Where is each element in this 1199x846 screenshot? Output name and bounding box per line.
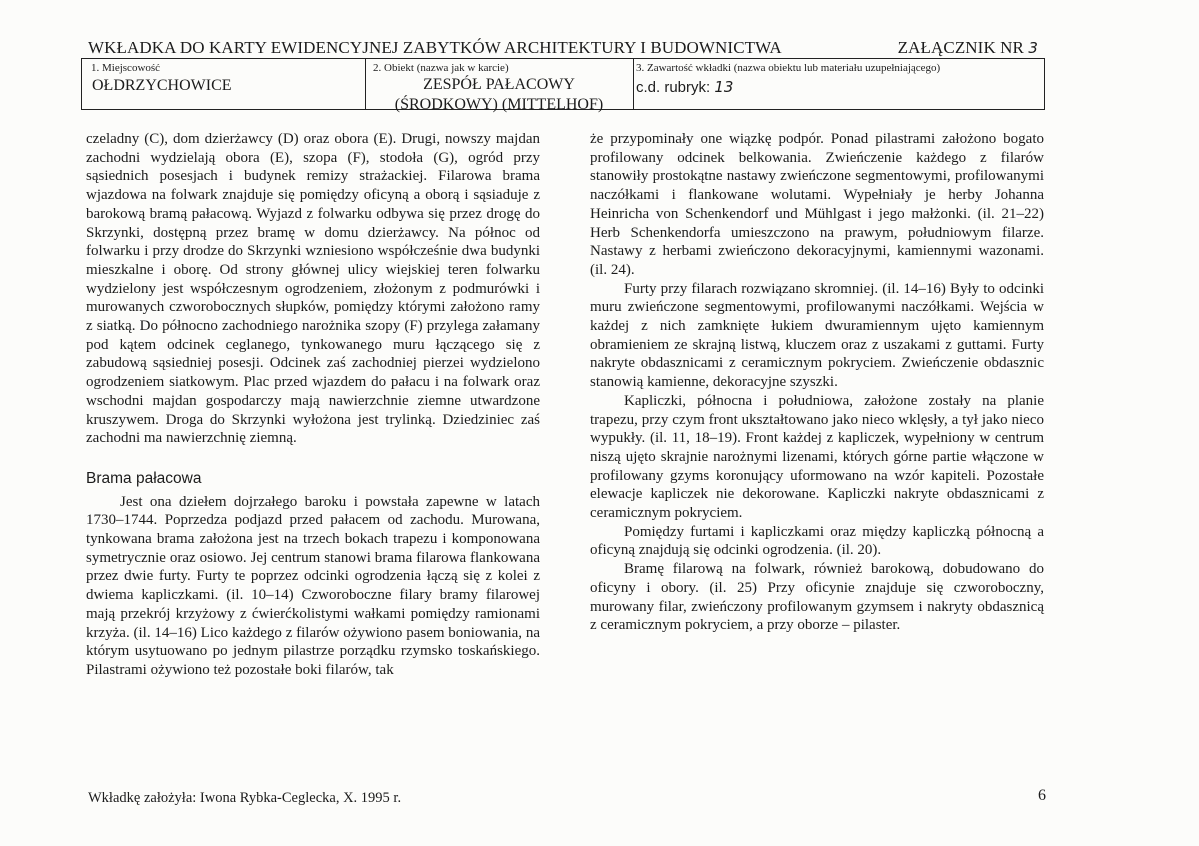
field-object-line2: (ŚRODKOWY) (MITTELHOF) [394, 96, 604, 113]
field-object-line1: ZESPÓŁ PAŁACOWY [423, 76, 575, 93]
field-object-caption: 2. Obiekt (nazwa jak w karcie) [373, 62, 509, 74]
field-locality-value: OŁDRZYCHOWICE [92, 77, 232, 94]
right-paragraph-1: że przypominały one wiązkę podpór. Ponad pilastrami założono bogato profilowany odcinek belkowania. Zwieńczenie każdego z filarów stanowiły prostokątne nastawy zwieńczone segmentowymi, profilowanymi naczółkami i flankowane wolutami. Wypełniały je herby Johanna Heinricha von Schenkendorf und Mühlgast i jego małżonki. (il. 21–22) Herb Schenkendorfa umieszczono na prawym, południowym filarze. Nastawy z herbami zwieńczono dekoracyjnymi, kamiennymi wazonami. (il. 24). [590, 131, 1044, 278]
left-column [86, 130, 540, 680]
annex-label: ZAŁĄCZNIK NR 3 [897, 38, 1038, 57]
right-paragraph-2: Furty przy filarach rozwiązano skromniej. (il. 14–16) Były to odcinki muru zwieńczone segmentowymi, profilowanymi naczółkami. Wejścia w każdej z nich zamknięte łukiem dwuramiennym ujęto kamiennym obramieniem ze skrajną listwą, kluczem oraz z uszakami z guttami. Furty nakryte obdasznicami z ceramicznym pokryciem. Zwieńczenie obdasznic stanowią kamienne, dekoracyjne szyszki. [590, 280, 1044, 391]
form-header-table [81, 58, 1045, 113]
right-paragraph-4: Pomiędzy furtami i kapliczkami oraz między kapliczką północną a oficyną znajdują się odcinki ogrodzenia. (il. 20). [590, 523, 1044, 559]
right-paragraph-5: Bramę filarową na folwark, również barokową, dobudowano do oficyny i obory. (il. 25) Przy oficynie znajduje się czworoboczny, murowany filar, zwieńczony profilowanym gzymsem i nakryty obdasznicą z ceramicznym pokryciem, a przy oborze – pilaster. [590, 561, 1044, 634]
right-paragraph-3: Kapliczki, północna i południowa, założone zostały na planie trapezu, przy czym front ukształtowano jako nieco wklęsły, a tył jako nieco wypukły. (il. 11, 18–19). Front każdej z kapliczek, wypełniony w centrum niszą ujęto skrajnie narożnymi lizenami, których górne partie włączone w profilowany gzyms koronujący uformowano na wzór kapiteli. Pozostałe elewacje kapliczek nie dekorowane. Kapliczki nakryte obdasznicami z ceramicznym pokryciem. [590, 392, 1044, 522]
left-paragraph-2: Jest ona dziełem dojrzałego baroku i powstała zapewne w latach 1730–1744. Poprzedza podjazd przed pałacem od zachodu. Murowana, tynkowana brama założona jest na trzech bokach trapezu i komponowana symetrycznie oraz osiowo. Jej centrum stanowi brama filarowa flankowana przez dwie furty. Furty te poprzez odcinki ogrodzenia łączą się z kolei z dwiema kapliczkami. (il. 10–14) Czworoboczne filary bramy filarowej mają przekrój krzyżowy z ćwierćkolistymi wałkami pomiędzy ramionami krzyża. (il. 14–16) Lico każdego z filarów ożywiono pasem boniowania, na którym usytuowano po jednym pilastrze porządku rzymsko toskańskiego. Pilastrami ożywiono też pozostałe boki filarów, tak [86, 493, 540, 678]
document-header [88, 38, 1038, 60]
field-contents-number: 13 [714, 78, 734, 96]
field-object-value [365, 75, 633, 115]
field-object [365, 59, 634, 113]
field-contents-caption: 3. Zawartość wkładki (nazwa obiektu lub materiału uzupełniającego) [636, 62, 941, 74]
field-locality-caption: 1. Miejscowość [91, 62, 161, 74]
document-title: WKŁADKA DO KARTY EWIDENCYJNEJ ZABYTKÓW ARCHITEKTURY I BUDOWNICTWA [88, 38, 782, 57]
footer-credit: Wkładkę założyła: Iwona Rybka-Ceglecka, X. 1995 r. [88, 790, 402, 806]
field-contents [633, 59, 1044, 109]
field-locality [82, 59, 366, 109]
field-contents-value: c.d. rubryk: 13 [636, 78, 734, 96]
annex-number: 3 [1028, 39, 1038, 57]
section-heading: Brama pałacowa [86, 469, 202, 487]
right-column [590, 130, 1044, 635]
page-number: 6 [1038, 787, 1046, 804]
left-paragraph-1: czeladny (C), dom dzierżawcy (D) oraz obora (E). Drugi, nowszy majdan zachodni wydzielają obora (E), szopa (F), stodoła (G), ogród przy sąsiednich posesjach i budynek remizy strażackiej. Filarowa brama wjazdowa na folwark znajduje się pomiędzy oficyną a oborą i sąsiaduje z barokową bramą pałacową. Wyjazd z folwarku odbywa się przez drogę do Skrzynki, dostępną przez bramę w domu dzierżawcy. Na północ od folwarku i przy drodze do Skrzynki wzniesiono współcześnie dwa budynki mieszkalne i oborę. Od strony głównej ulicy wiejskiej teren folwarku wydzielony jest współczesnym ogrodzeniem, złożonym z podmurówki i murowanych czworobocznych słupków, pomiędzy którymi założono ramy z siatką. Do północno zachodniego narożnika szopy (F) przylega załamany pod kątem odcinek ceglanego, tynkowanego muru łączącego się z zabudową sąsiedniej posesji. Odcinek zaś zachodniej pierzei wydzielono ogrodzeniem siatkowym. Plac przed wjazdem do pałacu i na folwark oraz wschodni majdan gospodarczy mają nawierzchnie ziemne utwardzone kruszywem. Droga do Skrzynki wyłożona jest trylinką. Dziedziniec zaś zachodni ma nawierzchnię ziemną. [86, 131, 540, 447]
